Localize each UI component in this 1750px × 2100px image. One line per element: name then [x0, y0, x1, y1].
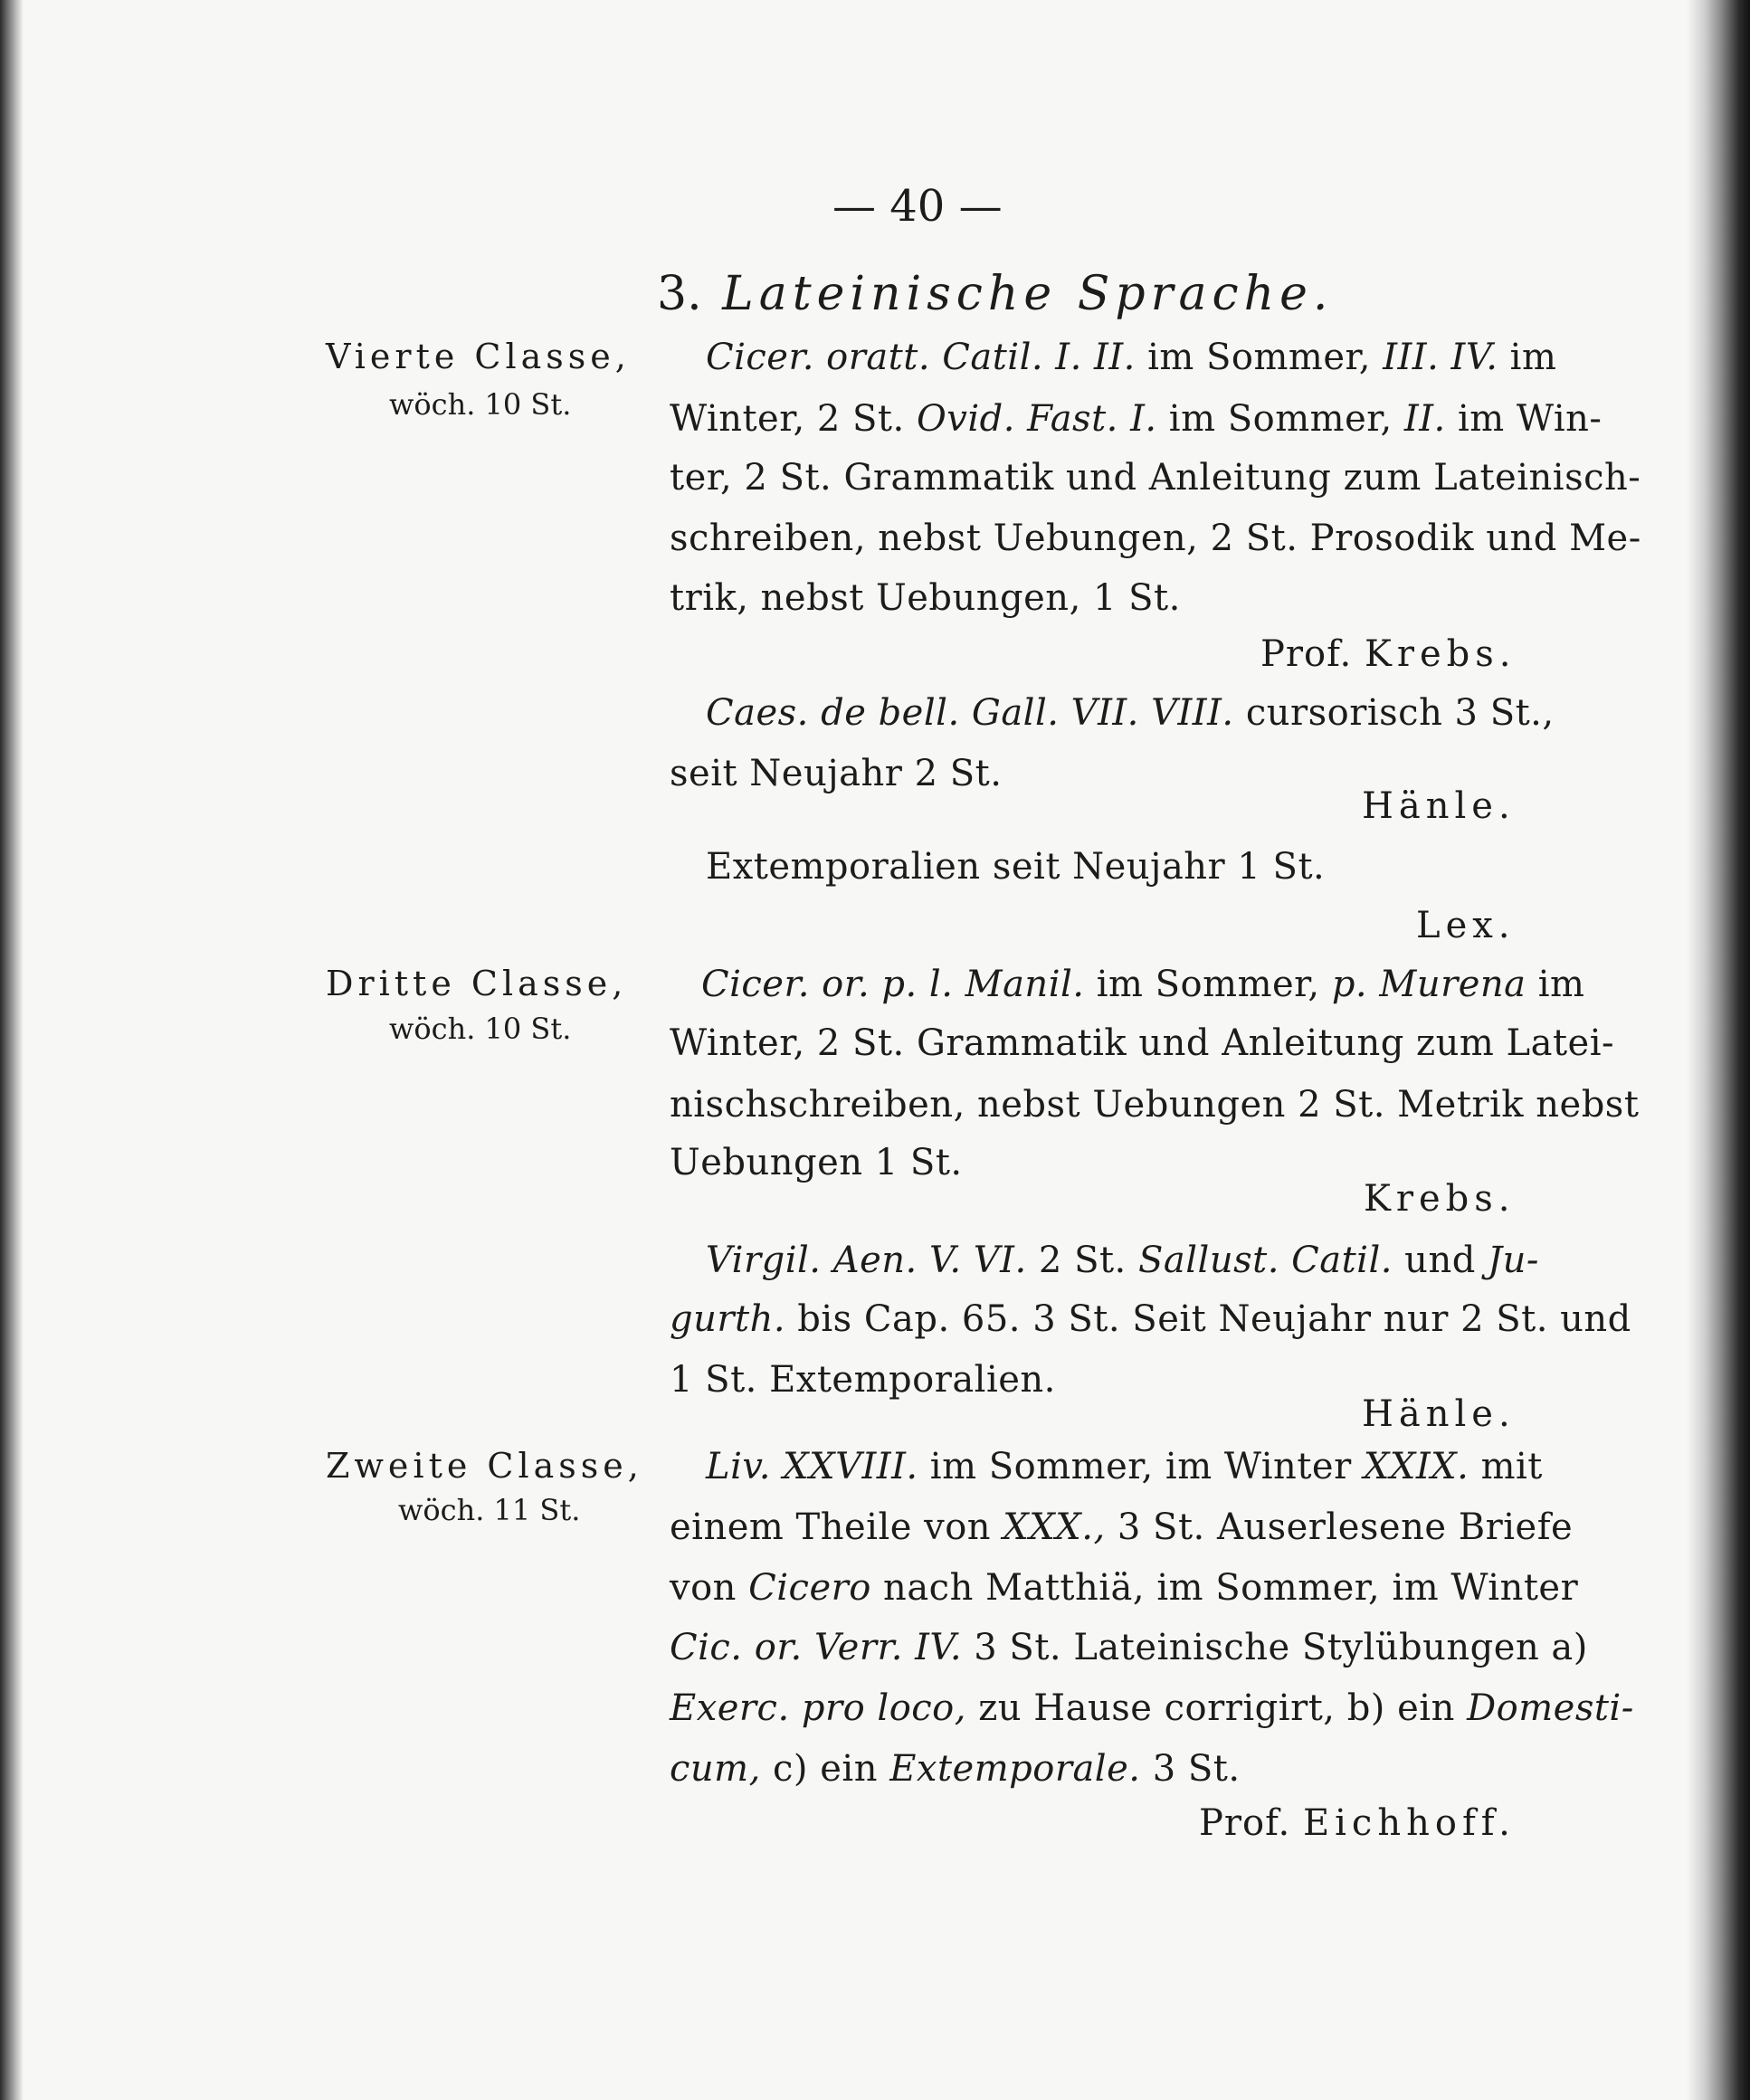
text-segment: im Sommer,: [1156, 398, 1404, 440]
text-line: [670, 1748, 1241, 1790]
text-line: [670, 1567, 1578, 1609]
text-segment: im Sommer,: [1084, 964, 1332, 1005]
italic-citation: Cicero: [748, 1567, 871, 1609]
text-line: [670, 1022, 1614, 1064]
text-segment: und: [1392, 1240, 1488, 1281]
text-segment: seit Neujahr 2 St.: [670, 753, 1003, 794]
teacher-surname: Krebs.: [1364, 1178, 1516, 1220]
text-line: [670, 457, 1641, 499]
italic-citation: XXX.,: [1003, 1506, 1106, 1548]
italic-citation: Sallust. Catil.: [1138, 1240, 1393, 1281]
teacher-name: [1362, 1393, 1516, 1435]
text-line: [670, 1627, 1588, 1668]
text-segment: Extemporalien seit Neujahr 1 St.: [706, 846, 1326, 888]
italic-citation: Cicer. or. p. l. Manil.: [701, 964, 1085, 1005]
page-number: — 40 —: [832, 181, 1003, 232]
italic-citation: cum,: [670, 1748, 761, 1790]
text-line: [706, 846, 1325, 888]
text-line: [670, 1359, 1056, 1401]
page-right-edge: [1687, 0, 1750, 2100]
teacher-surname: Hänle.: [1362, 785, 1516, 827]
text-segment: 3 St.: [1140, 1748, 1241, 1790]
italic-citation: p. Murena: [1331, 964, 1526, 1005]
italic-citation: II.: [1403, 398, 1446, 440]
text-segment: von: [670, 1567, 749, 1609]
text-line: [706, 1446, 1543, 1487]
text-segment: Winter, 2 St.: [670, 398, 917, 440]
italic-citation: Cicer. oratt. Catil. I. II.: [706, 337, 1136, 378]
text-segment: im Sommer, im Winter: [918, 1446, 1364, 1487]
teacher-title: Prof.: [1260, 633, 1353, 675]
text-segment: zu Hause corrigirt, b) ein: [965, 1687, 1468, 1729]
teacher-surname: Hänle.: [1362, 1393, 1516, 1435]
italic-citation: Caes. de bell. Gall. VII. VIII.: [706, 692, 1234, 734]
text-segment: 1 St. Extemporalien.: [670, 1359, 1056, 1401]
italic-citation: XXIX.: [1363, 1446, 1469, 1487]
italic-citation: gurth.: [670, 1298, 786, 1340]
text-segment: im Win-: [1445, 398, 1603, 440]
text-segment: 3 St. Lateinische Stylübungen a): [962, 1627, 1588, 1668]
italic-citation: Ovid. Fast. I.: [916, 398, 1157, 440]
class-name: Vierte Classe,: [326, 337, 631, 376]
text-segment: nischschreiben, nebst Uebungen 2 St. Metrik nebst: [670, 1084, 1640, 1126]
text-line: [670, 1084, 1639, 1126]
teacher-surname: Krebs.: [1364, 633, 1517, 675]
text-segment: 2 St.: [1026, 1240, 1138, 1281]
text-segment: schreiben, nebst Uebungen, 2 St. Prosodik und Me-: [670, 518, 1641, 559]
text-segment: im: [1498, 337, 1557, 378]
teacher-name: [1199, 1802, 1516, 1844]
italic-citation: III. IV.: [1383, 337, 1498, 378]
italic-citation: Liv. XXVIII.: [706, 1446, 918, 1487]
text-line: [670, 398, 1602, 440]
text-segment: c) ein: [760, 1748, 890, 1790]
teacher-name: [1362, 785, 1516, 827]
text-line: [706, 337, 1556, 378]
text-segment: Uebungen 1 St.: [670, 1142, 963, 1183]
text-segment: mit: [1469, 1446, 1543, 1487]
italic-citation: Ju-: [1488, 1240, 1539, 1281]
section-heading: [657, 267, 1333, 321]
text-segment: einem Theile von: [670, 1506, 1003, 1548]
italic-citation: Domesti-: [1467, 1687, 1634, 1729]
weekly-hours: wöch. 11 St.: [398, 1493, 581, 1527]
text-line: [670, 1298, 1631, 1340]
teacher-surname: Eichhoff.: [1302, 1802, 1516, 1844]
text-line: [670, 1142, 963, 1183]
section-number: 3.: [657, 267, 702, 321]
italic-citation: Extemporale.: [889, 1748, 1141, 1790]
text-segment: 3 St. Auserlesene Briefe: [1105, 1506, 1574, 1548]
text-segment: im: [1526, 964, 1585, 1005]
text-segment: bis Cap. 65. 3 St. Seit Neujahr nur 2 St. und: [785, 1298, 1631, 1340]
text-line: [670, 753, 1002, 794]
text-line: [670, 518, 1641, 559]
class-name: Dritte Classe,: [326, 964, 628, 1003]
italic-citation: Virgil. Aen. V. VI.: [706, 1240, 1027, 1281]
text-line: [701, 964, 1584, 1005]
weekly-hours: wöch. 10 St.: [389, 387, 572, 422]
italic-citation: Exerc. pro loco,: [670, 1687, 966, 1729]
class-name: Zweite Classe,: [326, 1446, 643, 1486]
text-segment: nach Matthiä, im Sommer, im Winter: [870, 1567, 1579, 1609]
text-line: [670, 1687, 1634, 1729]
text-segment: ter, 2 St. Grammatik und Anleitung zum Lateinisch-: [670, 457, 1641, 499]
text-line: [670, 1506, 1573, 1548]
teacher-name: [1260, 633, 1516, 675]
teacher-surname: Lex.: [1416, 905, 1516, 946]
teacher-name: [1416, 905, 1516, 946]
text-line: [706, 1240, 1539, 1281]
text-segment: cursorisch 3 St.,: [1233, 692, 1555, 734]
weekly-hours: wöch. 10 St.: [389, 1012, 572, 1046]
text-segment: Winter, 2 St. Grammatik und Anleitung zum Latei-: [670, 1022, 1614, 1064]
text-line: [706, 692, 1555, 734]
section-title: Lateinische Sprache.: [722, 267, 1334, 321]
text-segment: trik, nebst Uebungen, 1 St.: [670, 577, 1181, 619]
page-left-edge: [0, 0, 24, 2100]
teacher-title: Prof.: [1199, 1802, 1291, 1844]
teacher-name: [1364, 1178, 1516, 1220]
text-line: [670, 577, 1181, 619]
italic-citation: Cic. or. Verr. IV.: [670, 1627, 963, 1668]
text-segment: im Sommer,: [1135, 337, 1384, 378]
